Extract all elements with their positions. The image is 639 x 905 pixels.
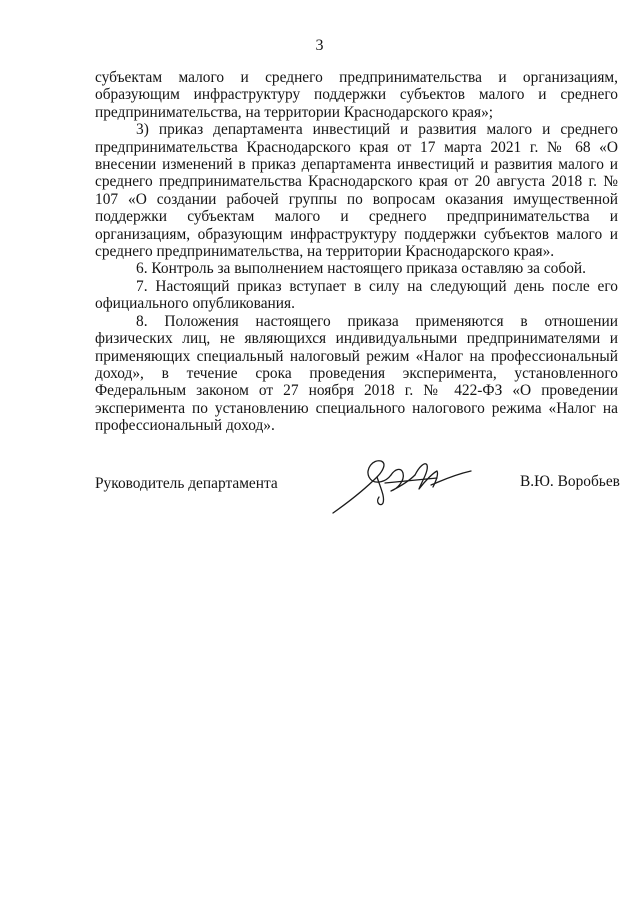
paragraph-item-8: 8. Положения настоящего приказа применяются в отношении физических лиц, не являющихся индивидуальными предпринимателями и применяющих специальный налоговый режим «Налог на профессиональный доход», в течение срока проведения эксперимента, установленного Федеральным законом от 27 ноября 2018 г. № 422-ФЗ «О проведении эксперимента по установлению специального налогового режима «Налог на профессиональный доход».: [95, 312, 618, 435]
paragraph-item-6: 6. Контроль за выполнением настоящего приказа оставляю за собой.: [136, 260, 586, 278]
signer-title: Руководитель департамента: [95, 475, 278, 492]
handwritten-signature-icon: [325, 453, 475, 515]
paragraph-item-3: 3) приказ департамента инвестиций и развития малого и среднего предпринимательства Краснодарского края от 17 марта 2021 г. № 68 «О внесении изменений в приказ департамента инвестиций и развития малого и среднего предпринимательства Краснодарского края от 20 августа 2018 г. № 107 «О создании рабочей группы по вопросам оказания имущественной поддержки субъектам малого и среднего предпринимательства и организациям, образующим инфраструктуру поддержки субъектов малого и среднего предпринимательства, на территории Краснодарского края».: [95, 121, 618, 261]
paragraph-item-7: 7. Настоящий приказ вступает в силу на следующий день после его официального опубликования.: [95, 277, 618, 313]
signer-name: В.Ю. Воробьев: [520, 473, 620, 490]
document-body: [95, 69, 618, 435]
page-number: 3: [315, 37, 324, 54]
signature-block: [95, 473, 625, 523]
paragraph-continuation: субъектам малого и среднего предпринимательства и организациям, образующим инфраструктуру поддержки субъектов малого и среднего предпринимательства, на территории Краснодарского края»;: [95, 69, 618, 121]
